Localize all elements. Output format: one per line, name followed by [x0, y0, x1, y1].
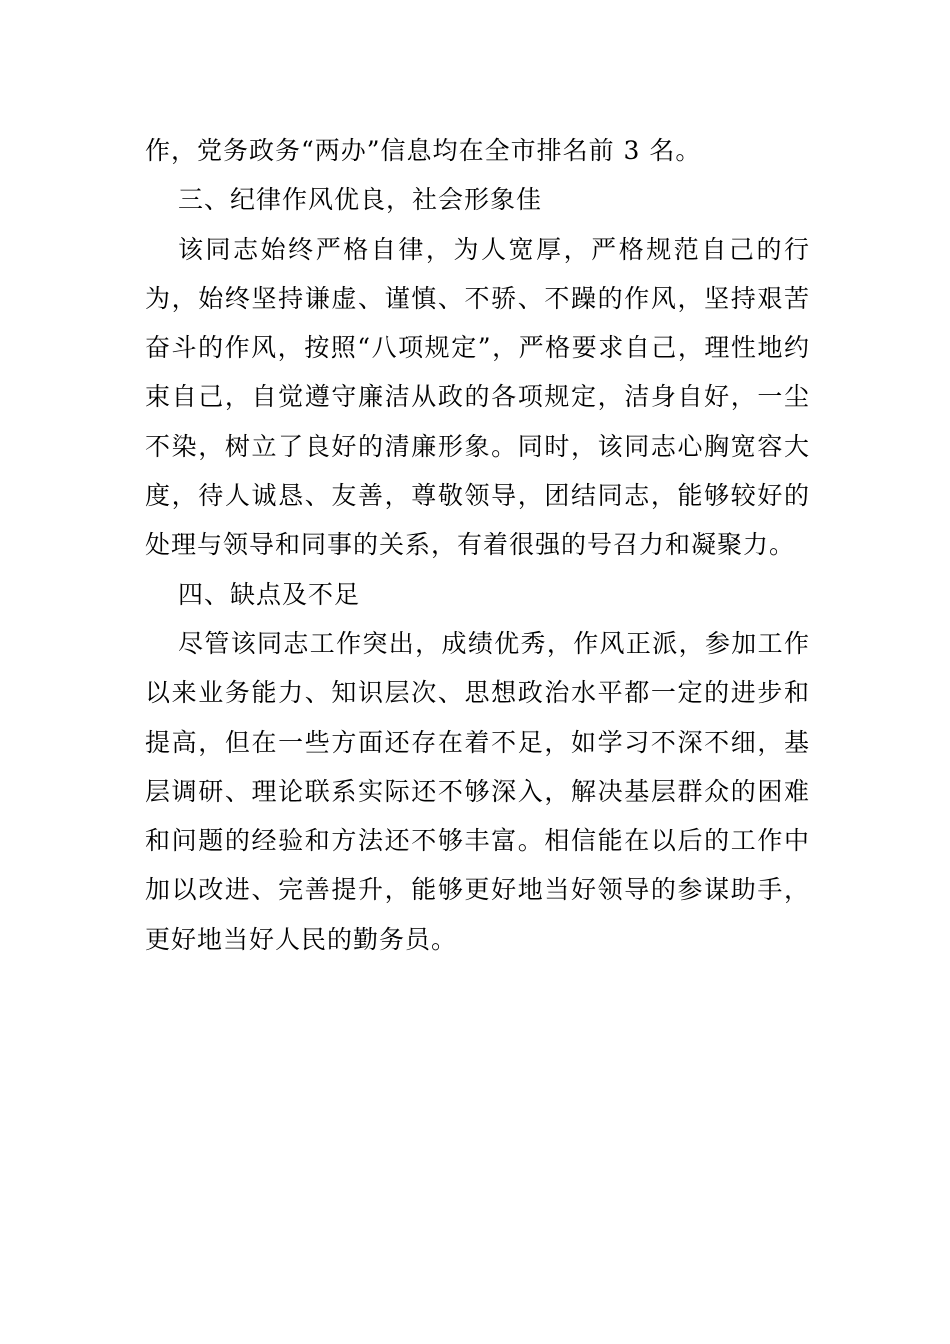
paragraph-shortcomings: 尽管该同志工作突出，成绩优秀，作风正派，参加工作以来业务能力、知识层次、思想政治水平都一定的进步和提高，但在一些方面还存在着不足，如学习不深不细，基层调研、理论联系实际还不够深入，解决基层群众的困难和问题的经验和方法还不够丰富。相信能在以后的工作中加以改进、完善提升，能够更好地当好领导的参谋助手，更好地当好人民的勤务员。: [145, 628, 810, 954]
section-heading-discipline: 三、纪律作风优良，社会形象佳: [178, 185, 543, 215]
paragraph-continuation: 作，党务政务“两办”信息均在全市排名前 3 名。: [145, 136, 702, 165]
document-body: [145, 126, 810, 964]
section-heading-shortcomings: 四、缺点及不足: [178, 579, 361, 609]
paragraph-discipline: 该同志始终严格自律，为人宽厚，严格规范自己的行为，始终坚持谦虚、谨慎、不骄、不躁的作风，坚持艰苦奋斗的作风，按照“八项规定”，严格要求自己，理性地约束自己，自觉遵守廉洁从政的各项规定，洁身自好，一尘不染，树立了良好的清廉形象。同时，该同志心胸宽容大度，待人诚恳、友善，尊敬领导，团结同志，能够较好的处理与领导和同事的关系，有着很强的号召力和凝聚力。: [145, 234, 810, 560]
